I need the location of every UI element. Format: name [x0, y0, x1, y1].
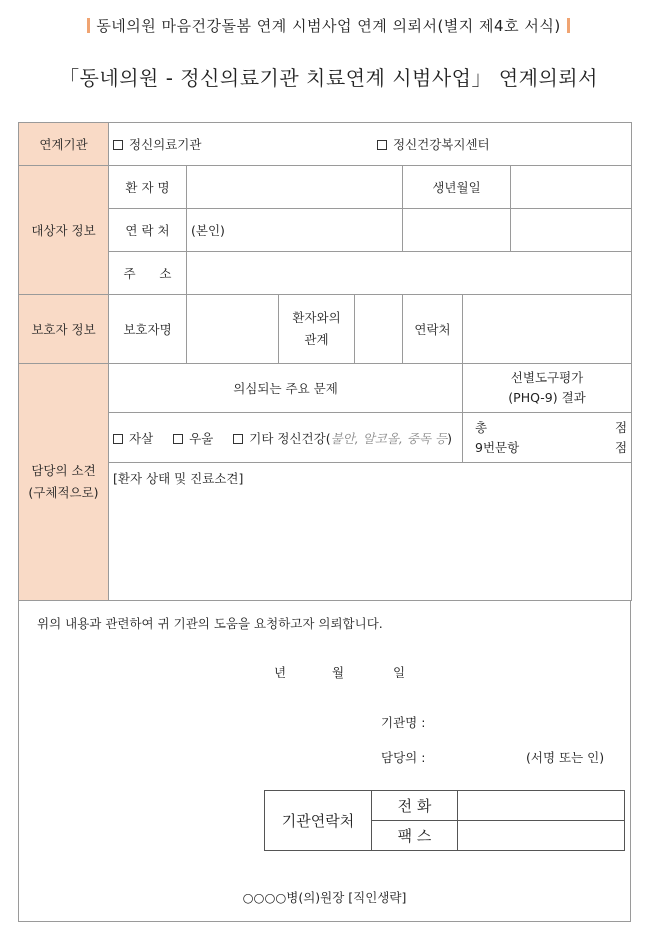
phq9-header: 선별도구평가 (PHQ-9) 결과 — [463, 364, 632, 413]
clinical-opinion-field[interactable]: [환자 상태 및 진료소견] — [109, 463, 632, 601]
phq9-total-score[interactable]: 총 점 — [475, 419, 628, 435]
guardian-name-field[interactable] — [187, 295, 279, 364]
signature-label: (서명 또는 인) — [526, 750, 605, 765]
form-header — [0, 15, 657, 36]
dob-field[interactable] — [511, 166, 632, 209]
institution-contact-label: 기관연락처 — [265, 791, 372, 851]
referral-form-table — [18, 122, 632, 601]
request-statement: 위의 내용과 관련하여 귀 기관의 도움을 요청하고자 의뢰합니다. — [37, 616, 383, 631]
guardian-contact-field[interactable] — [463, 295, 632, 364]
institution-name-label: 기관명 : — [381, 715, 426, 730]
phone-field[interactable] — [458, 791, 625, 821]
option-depression[interactable]: 우울 — [173, 431, 213, 446]
document-title: 「동네의원 - 정신의료기관 치료연계 시범사업」 연계의뢰서 — [59, 66, 598, 90]
accent-bar-right — [567, 18, 570, 33]
checkbox-icon[interactable] — [233, 434, 243, 444]
option-other-mental-health[interactable]: 기타 정신건강(불안, 알코올, 중독 등) — [233, 431, 452, 446]
option-mental-health-center[interactable]: 정신건강복지센터 — [377, 137, 490, 152]
guardian-contact-label: 연락처 — [403, 295, 463, 364]
relation-label: 환자와의 관계 — [279, 295, 355, 364]
checkbox-icon[interactable] — [377, 140, 387, 150]
physician-opinion-label: 담당의 소견 (구체적으로) — [19, 364, 109, 601]
patient-contact-extra-field[interactable] — [403, 209, 511, 252]
checkbox-icon[interactable] — [113, 140, 123, 150]
fax-field[interactable] — [458, 821, 625, 851]
checkbox-icon[interactable] — [113, 434, 123, 444]
patient-info-label: 대상자 정보 — [19, 166, 109, 295]
institution-contact-table — [264, 790, 625, 851]
month-label: 월 — [332, 665, 345, 680]
phq9-item9-score[interactable]: 9번문항 점 — [475, 439, 628, 455]
main-problem-header: 의심되는 주요 문제 — [109, 364, 463, 413]
option-psychiatric-institution[interactable]: 정신의료기관 — [113, 135, 377, 153]
guardian-info-label: 보호자 정보 — [19, 295, 109, 364]
request-section — [18, 600, 631, 922]
link-institution-label: 연계기관 — [19, 123, 109, 166]
accent-bar-left — [87, 18, 90, 33]
patient-contact-field[interactable]: (본인) — [187, 209, 403, 252]
fax-label: 팩 스 — [372, 821, 458, 851]
director-seal-line: ○○○○병(의)원장 [직인생략] — [242, 890, 407, 905]
form-name: 동네의원 마음건강돌봄 연계 시범사업 연계 의뢰서(별지 제4호 서식) — [96, 17, 561, 35]
checkbox-icon[interactable] — [173, 434, 183, 444]
phone-label: 전 화 — [372, 791, 458, 821]
patient-contact-label: 연 락 처 — [109, 209, 187, 252]
relation-field[interactable] — [355, 295, 403, 364]
address-label: 주 소 — [109, 252, 187, 295]
dob-label: 생년월일 — [403, 166, 511, 209]
patient-name-field[interactable] — [187, 166, 403, 209]
option-suicide[interactable]: 자살 — [113, 431, 153, 446]
patient-name-label: 환 자 명 — [109, 166, 187, 209]
physician-label: 담당의 : — [381, 750, 426, 765]
guardian-name-label: 보호자명 — [109, 295, 187, 364]
address-field[interactable] — [187, 252, 632, 295]
patient-contact-extra-field-2[interactable] — [511, 209, 632, 252]
year-label: 년 — [274, 665, 287, 680]
day-label: 일 — [393, 665, 406, 680]
